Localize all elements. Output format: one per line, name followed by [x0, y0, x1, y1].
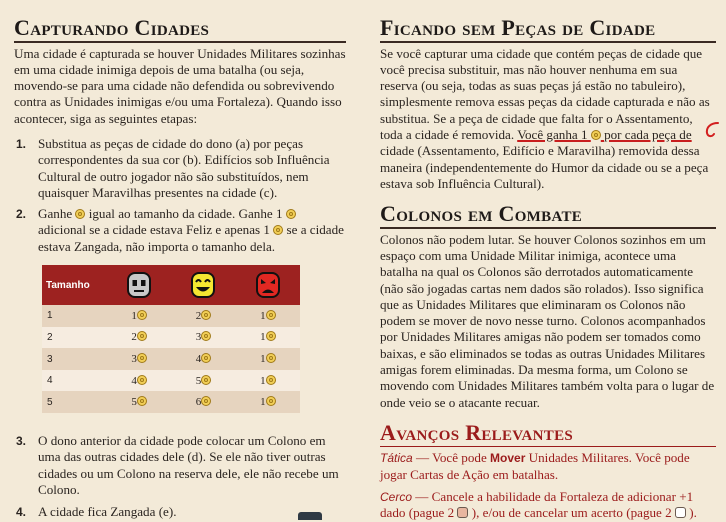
angry-value-cell: 1: [236, 391, 300, 413]
settlers-combat-heading: Colonos em Combate: [380, 201, 583, 227]
advance-siege-label: Cerco: [380, 490, 413, 505]
table-row: [42, 370, 300, 392]
highlight-text-b: por cada peça de: [604, 126, 692, 142]
step-4: [14, 504, 346, 520]
hit-cancel-icon: [675, 507, 686, 518]
advance-tactics-text-a: — Você pode: [415, 450, 487, 466]
coin-icon: [591, 130, 601, 140]
relevant-advances-heading: Avanços Relevantes: [380, 419, 574, 445]
running-out-text-b: cidade (Assentamento, Edifício e Maravilha) removida dessa maneira (independentemente do Humor da cidade ou se a peça estava sob Influência Cultural).: [380, 143, 709, 191]
coin-icon: [201, 396, 211, 406]
advance-siege-text-a: — Cancele a habilidade da Fortaleza de adicionar +1 dado (pague 2: [380, 489, 694, 521]
step-2: [14, 206, 346, 255]
size-cell: 4: [47, 375, 53, 387]
step-4-number: 4.: [16, 505, 27, 520]
coin-icon: [75, 209, 85, 219]
coin-icon: [137, 353, 147, 363]
step-2-text-b: igual ao tamanho da cidade. Ganhe 1: [88, 206, 283, 222]
table-row: [42, 391, 300, 413]
happy-value-cell: 6: [171, 391, 235, 413]
angry-mood-face-icon: [236, 265, 300, 305]
coin-icon: [273, 225, 283, 235]
happy-value-cell: 2: [171, 305, 235, 327]
step-3-number: 3.: [16, 434, 27, 449]
coin-icon: [201, 353, 211, 363]
step-3: [14, 433, 346, 498]
heading-rule: [14, 41, 346, 43]
red-check-annotation-icon: [703, 120, 721, 142]
capturing-cities-heading: Capturando Cidades: [14, 15, 210, 40]
running-out-text-a: Se você capturar uma cidade que contém peças de cidade que você precisa substituir, mas não houver nenhuma em sua reserva (ou seja, todas as suas peças já estão no tabuleiro), simplesmente remova essas peças da cidade capturada e não as substitua. Se a peça de cidade que falta for o Assentamento, toda a cidade é removida.: [380, 45, 710, 142]
coin-icon: [266, 310, 276, 320]
angry-value-cell: 1: [236, 327, 300, 349]
step-2-text-d: se a cidade estava Zangada, não importa o tamanho dela.: [38, 222, 344, 254]
capture-reward-table: [42, 265, 300, 413]
settlers-combat-paragraph: Colonos não podem lutar. Se houver Colonos sozinhos em um espaço com uma Unidade Militar inimiga, acontece uma batalha na qual os Colonos são derrotados automaticamente (não são jogadas cartas nem dados são rolados). Isso significa que as Unidades Militares que eliminaram os Colonos não podem se mover de novo nesse turno. Colonos acompanhados por Unidades Militares amigas não podem ser tomados como baixas, e são eliminados se todas as outras Unidades Militares amigas forem eliminadas. Da mesma forma, um Colono se movendo com Unidades Militares também volta para o lugar de onde veio se o atacante recuar.: [380, 231, 715, 410]
step-3-text: O dono anterior da cidade pode colocar um Colono em uma das outras cidades dele (d). Se ele não tiver outras cidades ou um Colono na reserva dele, ele não recebe um Colono.: [38, 433, 339, 497]
running-out-heading: Ficando sem Peças de Cidade: [380, 15, 656, 40]
table-header-size: Tamanho: [46, 279, 90, 291]
advance-siege-text-c: ).: [689, 505, 697, 521]
size-cell: 5: [47, 396, 53, 408]
happy-value-cell: 4: [171, 348, 235, 370]
coin-icon: [286, 209, 296, 219]
happy-value-cell: 3: [171, 327, 235, 349]
size-cell: 2: [47, 331, 53, 343]
advance-siege-text-b: ), e/ou de cancelar um acerto (pague 2: [471, 505, 672, 521]
left-column: [14, 0, 346, 521]
coin-icon: [137, 375, 147, 385]
angry-value-cell: 1: [236, 348, 300, 370]
table-row: [42, 327, 300, 349]
fortress-die-icon: [457, 507, 468, 518]
coin-icon: [201, 375, 211, 385]
table-row: [42, 305, 300, 327]
advance-tactics-label: Tática: [380, 451, 413, 466]
coin-icon: [266, 375, 276, 385]
step-2-number: 2.: [16, 207, 27, 222]
step-1-text: Substitua as peças de cidade do dono (a) por peças correspondentes da sua cor (b). Edifícios sob Influência Cultural de outro jogador não são substituídos, nem quaisquer Maravilhas presentes na cidade (c).: [38, 135, 330, 200]
step-2-text-a: Ganhe: [38, 206, 73, 222]
coin-icon: [266, 353, 276, 363]
coin-icon: [137, 396, 147, 406]
step-1: [14, 136, 346, 201]
step-4-text: A cidade fica Zangada (e).: [38, 504, 177, 520]
step-2-text-c: adicional se a cidade estava Feliz e apenas 1: [38, 222, 270, 238]
coin-icon: [137, 331, 147, 341]
happy-mood-face-icon: [171, 265, 235, 305]
angry-value-cell: 1: [236, 370, 300, 392]
happy-value-cell: 5: [171, 370, 235, 392]
coin-icon: [266, 396, 276, 406]
highlight-text-a: Você ganha 1: [517, 126, 588, 142]
heading-rule-red: [380, 446, 716, 448]
right-column: [380, 0, 716, 522]
neutral-value-cell: 5: [107, 391, 171, 413]
size-cell: 3: [47, 353, 53, 365]
move-keyword: Mover: [490, 451, 526, 466]
heading-rule: [380, 41, 716, 43]
coin-icon: [266, 331, 276, 341]
table-row: [42, 348, 300, 370]
running-out-paragraph: [380, 46, 716, 193]
advance-siege: [380, 489, 716, 522]
advance-tactics-text-b: Unidades Militares. Você pode jogar Cartas de Ação em batalhas.: [380, 450, 690, 482]
heading-rule: [380, 227, 716, 229]
coin-icon: [201, 310, 211, 320]
angry-value-cell: 1: [236, 305, 300, 327]
neutral-value-cell: 3: [107, 348, 171, 370]
neutral-mood-face-icon: [107, 265, 171, 305]
neutral-value-cell: 4: [107, 370, 171, 392]
step-1-number: 1.: [16, 136, 27, 151]
coin-icon: [137, 310, 147, 320]
page-tab-marker: [298, 512, 322, 520]
advance-tactics: [380, 450, 716, 483]
coin-icon: [201, 331, 211, 341]
size-cell: 1: [47, 310, 53, 322]
capturing-intro: Uma cidade é capturada se houver Unidades Militares sozinhas em uma cidade inimiga depois de uma batalha (ou seja, movendo-se para uma cidade não defendida ou sobrevivendo contra as Unidades inimigas e/ou uma Fortaleza). Quando isso acontecer, siga as seguintes etapas:: [14, 45, 346, 126]
annotated-highlight: [517, 127, 691, 142]
neutral-value-cell: 1: [107, 305, 171, 327]
neutral-value-cell: 2: [107, 327, 171, 349]
